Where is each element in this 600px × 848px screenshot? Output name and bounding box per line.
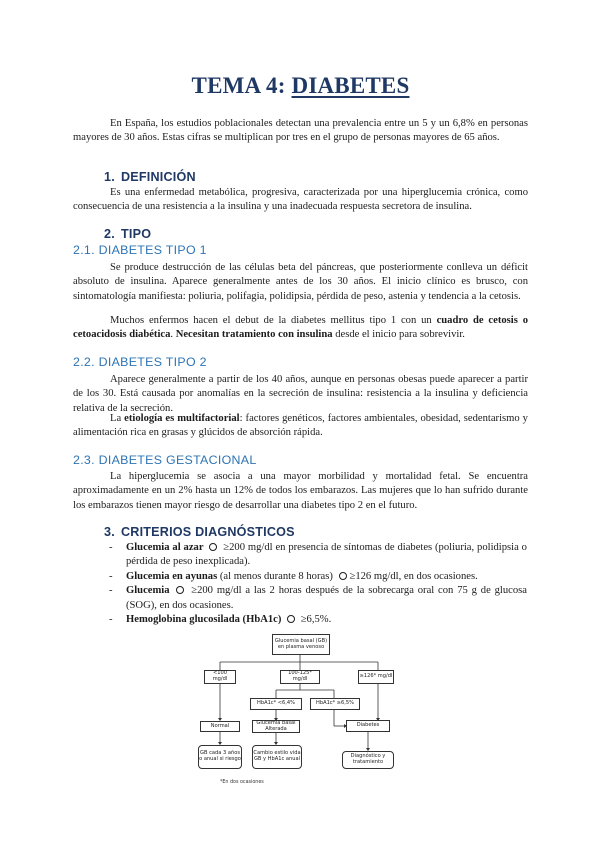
flowchart-box-cambio: Cambio estilo vida GB y HbA1c anual <box>252 745 302 769</box>
tipo-1-paragraph: Se produce destrucción de las células beta del páncreas, que posteriormente conlleva un déficit absoluto de insulina. Aparece generalmente antes de los 30 años. El inicio clínico es brusco, con sintomatología manifiesta: poliuria, polifagia, polidipsia, pérdida de peso, astenia y tendencia a la cetosis. <box>73 262 528 302</box>
flowchart-box-gb-cada: GB cada 3 años o anual si riesgo <box>198 745 242 769</box>
flowchart-box-ge126: ≥126* mg/dl <box>358 670 394 684</box>
section-heading-definicion: 1. DEFINICIÓN <box>104 170 196 184</box>
gestacional-paragraph: La hiperglucemia se asocia a una mayor morbilidad y mortalidad fetal. Se encuentra aproximadamente en un 2% hasta un 12% de todos los embarazos. Las mujeres que lo han sufrido durante los embarazos tienen mayor riesgo de desarrollar una diabetes tipo 2 en el futuro. <box>73 471 528 511</box>
title-prefix: TEMA 4: <box>191 73 286 98</box>
flowchart-box-hba-high: HbA1c* ≥6,5% <box>310 698 360 710</box>
tipo-2-paragraph: Aparece generalmente a partir de los 40 años, aunque en personas obesas puede aparecer a partir de los 30. Está causada por anomalías en la secreción de insulina: resistencia a la insulina y deficiencia relativa de la secreción. <box>73 374 528 414</box>
page-title <box>73 73 528 99</box>
flowchart-box-diabetes: Diabetes <box>346 720 390 732</box>
section-heading-tipo: 2. TIPO <box>104 227 152 241</box>
definicion-paragraph: Es una enfermedad metabólica, progresiva, caracterizada por una hiperglucemia crónica, como consecuencia de una resistencia a la insulina y una inadecuada respuesta secretora de insulina. <box>73 187 528 213</box>
flowchart-box-diagnostico: Diagnóstico y tratamiento <box>342 751 394 769</box>
list-item: - Hemoglobina glucosilada (HbA1c) ≥6,5%. <box>109 614 332 626</box>
flowchart-box-lt100: <100 mg/dl <box>204 670 236 684</box>
subheading-tipo-1: 2.1. DIABETES TIPO 1 <box>73 243 207 257</box>
intro-paragraph: En España, los estudios poblacionales detectan una prevalencia entre un 5 y un 6,8% en personas mayores de 30 años. Estas cifras se multiplican por tres en el grupo de personas mayores de 65 años. <box>73 118 528 144</box>
subheading-tipo-2: 2.2. DIABETES TIPO 2 <box>73 355 207 369</box>
flowchart-box-top: Glucemia basal (GB) en plasma venoso <box>272 634 330 655</box>
section-heading-criterios: 3. CRITERIOS DIAGNÓSTICOS <box>104 525 295 539</box>
list-item: - Glucemia en ayunas (al menos durante 8 horas) ≥126 mg/dl, en dos ocasiones. <box>109 570 478 582</box>
criterios-list <box>109 541 527 627</box>
list-item: - Glucemia ≥200 mg/dl a las 2 horas después de la sobrecarga oral con 75 g de glucosa (SOG), en dos ocasiones. <box>109 585 527 611</box>
flowchart-footnote: *En dos ocasiones <box>220 780 264 785</box>
circle-bullet-icon <box>339 572 347 580</box>
tipo-1-paragraph-2: Muchos enfermos hacen el debut de la diabetes mellitus tipo 1 con un cuadro de cetosis o cetoacidosis diabética. Necesitan tratamiento con insulina desde el inicio para sobrevivir. <box>73 315 528 341</box>
title-main: DIABETES <box>291 73 410 98</box>
circle-bullet-icon <box>176 586 184 594</box>
circle-bullet-icon <box>287 615 295 623</box>
subheading-gestacional: 2.3. DIABETES GESTACIONAL <box>73 453 257 467</box>
tipo-2-paragraph-2: La etiología es multifactorial: factores genéticos, factores ambientales, obesidad, sedentarismo y alimentación rica en grasas y glúcidos de absorción rápida. <box>73 413 528 439</box>
flowchart-box-hba-low: HbA1c* <6,4% <box>250 698 302 710</box>
flowchart-box-normal: Normal <box>200 721 240 732</box>
flowchart-box-alterada: Glucemia basal Alterada <box>252 720 300 733</box>
flowchart-box-mid: 100-125* mg/dl <box>280 670 320 684</box>
circle-bullet-icon <box>209 543 217 551</box>
list-item: - Glucemia al azar ≥200 mg/dl en presencia de síntomas de diabetes (poliuria, polidipsia o pérdida de peso inexplicada). <box>109 542 527 568</box>
diagnosis-flowchart <box>196 632 404 792</box>
